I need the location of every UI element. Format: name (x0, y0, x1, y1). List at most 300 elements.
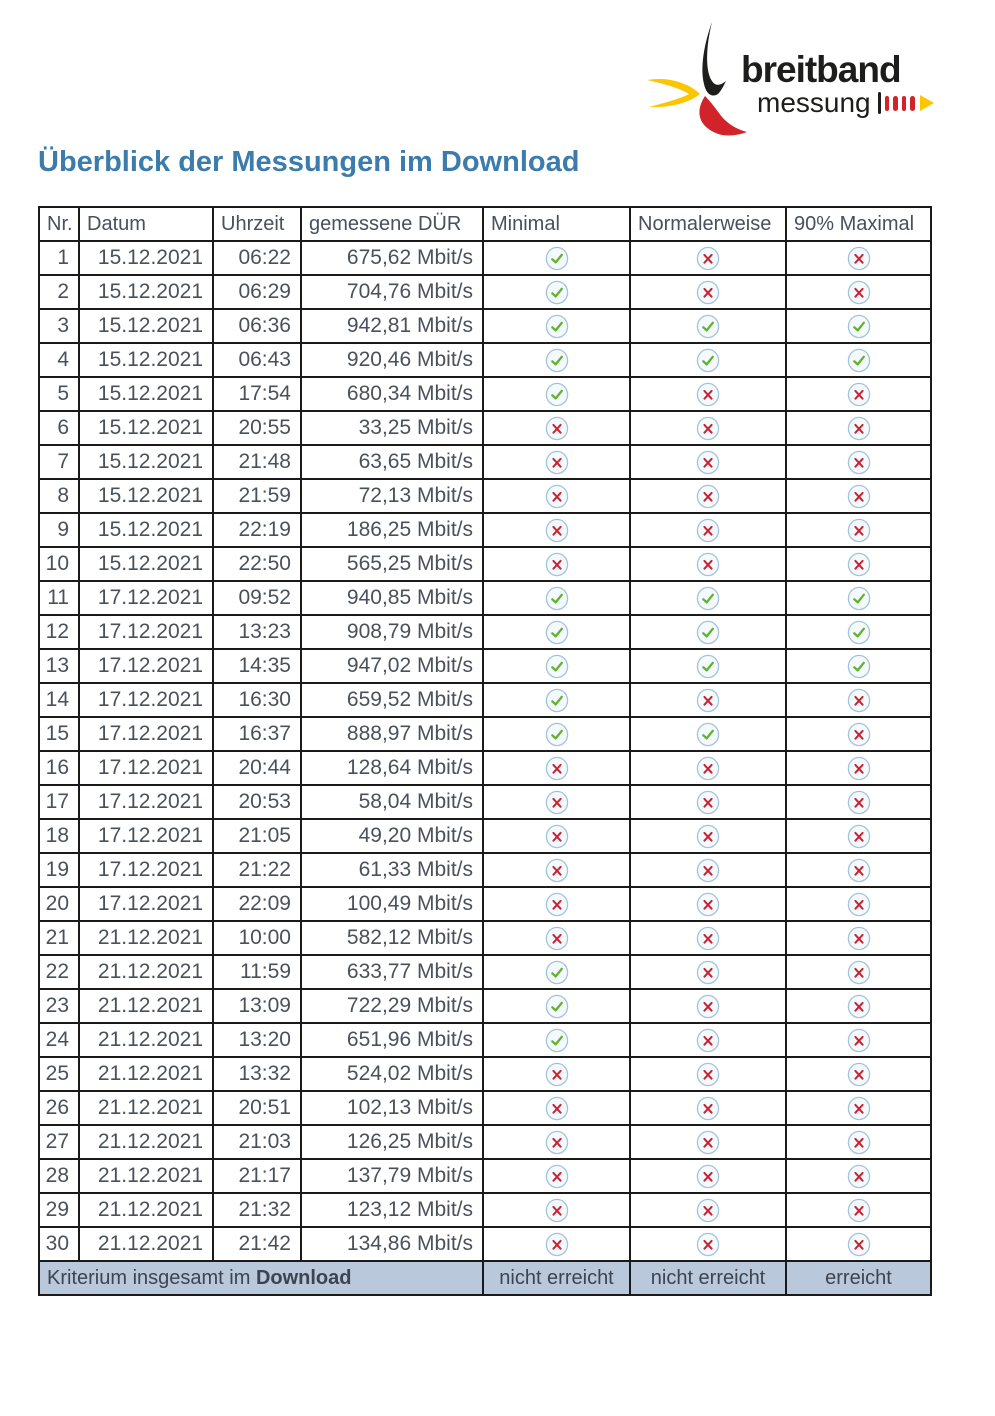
minimal-status-cell (483, 479, 630, 513)
row-number-cell: 27 (39, 1125, 79, 1159)
row-number-cell: 22 (39, 955, 79, 989)
measurement-row (39, 853, 931, 887)
column-header-uhrzeit: Uhrzeit (213, 207, 301, 241)
measurement-row (39, 717, 931, 751)
time-cell: 14:35 (213, 649, 301, 683)
cross-icon (847, 1232, 871, 1257)
maximal-status-cell (786, 853, 931, 887)
row-number-cell: 5 (39, 377, 79, 411)
cross-icon (696, 1062, 720, 1087)
date-cell: 21.12.2021 (79, 1193, 213, 1227)
column-header-datum: Datum (79, 207, 213, 241)
cross-icon (545, 824, 569, 849)
maximal-status-cell (786, 1057, 931, 1091)
check-icon (545, 960, 569, 985)
normalerweise-status-cell (630, 1023, 786, 1057)
cross-icon (696, 450, 720, 475)
cross-icon (696, 688, 720, 713)
time-cell: 09:52 (213, 581, 301, 615)
cross-icon (847, 994, 871, 1019)
speed-cell: 675,62 Mbit/s (301, 241, 483, 275)
date-cell: 15.12.2021 (79, 547, 213, 581)
check-icon (696, 348, 720, 373)
minimal-status-cell (483, 853, 630, 887)
row-number-cell: 14 (39, 683, 79, 717)
normalerweise-status-cell (630, 989, 786, 1023)
time-cell: 16:37 (213, 717, 301, 751)
summary-normalerweise-cell: nicht erreicht (630, 1261, 786, 1295)
minimal-status-cell (483, 717, 630, 751)
column-header-nr: Nr. (39, 207, 79, 241)
check-icon (847, 348, 871, 373)
maximal-status-cell (786, 241, 931, 275)
minimal-status-cell (483, 955, 630, 989)
cross-icon (545, 416, 569, 441)
logo-wordmark (741, 50, 934, 118)
minimal-status-cell (483, 1227, 630, 1261)
check-icon (696, 654, 720, 679)
date-cell: 15.12.2021 (79, 275, 213, 309)
column-header-90-maximal: 90% Maximal (786, 207, 931, 241)
cross-icon (847, 824, 871, 849)
row-number-cell: 4 (39, 343, 79, 377)
date-cell: 21.12.2021 (79, 1159, 213, 1193)
cross-icon (847, 892, 871, 917)
speed-cell: 100,49 Mbit/s (301, 887, 483, 921)
maximal-status-cell (786, 1125, 931, 1159)
cross-icon (847, 790, 871, 815)
measurement-row (39, 513, 931, 547)
normalerweise-status-cell (630, 445, 786, 479)
check-icon (545, 246, 569, 271)
row-number-cell: 30 (39, 1227, 79, 1261)
check-icon (696, 314, 720, 339)
measurement-row (39, 241, 931, 275)
normalerweise-status-cell (630, 343, 786, 377)
measurement-row (39, 343, 931, 377)
maximal-status-cell (786, 581, 931, 615)
row-number-cell: 24 (39, 1023, 79, 1057)
normalerweise-status-cell (630, 581, 786, 615)
measurement-row (39, 819, 931, 853)
time-cell: 13:20 (213, 1023, 301, 1057)
measurement-row (39, 1227, 931, 1261)
cross-icon (696, 994, 720, 1019)
speed-cell: 680,34 Mbit/s (301, 377, 483, 411)
speed-cell: 633,77 Mbit/s (301, 955, 483, 989)
time-cell: 21:48 (213, 445, 301, 479)
row-number-cell: 20 (39, 887, 79, 921)
maximal-status-cell (786, 989, 931, 1023)
logo-signal-bars-icon (874, 92, 934, 114)
maximal-status-cell (786, 377, 931, 411)
maximal-status-cell (786, 411, 931, 445)
logo-bar-red (910, 96, 915, 111)
cross-icon (696, 756, 720, 781)
cross-icon (847, 450, 871, 475)
speed-cell: 651,96 Mbit/s (301, 1023, 483, 1057)
normalerweise-status-cell (630, 275, 786, 309)
maximal-status-cell (786, 479, 931, 513)
row-number-cell: 7 (39, 445, 79, 479)
cross-icon (847, 1062, 871, 1087)
cross-icon (545, 1096, 569, 1121)
date-cell: 17.12.2021 (79, 853, 213, 887)
cross-icon (847, 926, 871, 951)
maximal-status-cell (786, 615, 931, 649)
date-cell: 21.12.2021 (79, 1091, 213, 1125)
date-cell: 17.12.2021 (79, 717, 213, 751)
date-cell: 15.12.2021 (79, 513, 213, 547)
date-cell: 15.12.2021 (79, 377, 213, 411)
maximal-status-cell (786, 683, 931, 717)
cross-icon (847, 1198, 871, 1223)
date-cell: 21.12.2021 (79, 1227, 213, 1261)
row-number-cell: 26 (39, 1091, 79, 1125)
normalerweise-status-cell (630, 717, 786, 751)
logo-text-breitband: breitband (741, 49, 901, 90)
speed-cell: 722,29 Mbit/s (301, 989, 483, 1023)
speed-cell: 72,13 Mbit/s (301, 479, 483, 513)
cross-icon (545, 926, 569, 951)
cross-icon (696, 1198, 720, 1223)
table-header-row (39, 207, 931, 241)
cross-icon (696, 246, 720, 271)
time-cell: 21:59 (213, 479, 301, 513)
date-cell: 15.12.2021 (79, 343, 213, 377)
maximal-status-cell (786, 309, 931, 343)
cross-icon (696, 892, 720, 917)
minimal-status-cell (483, 343, 630, 377)
measurement-row (39, 581, 931, 615)
check-icon (696, 722, 720, 747)
check-icon (545, 314, 569, 339)
breitbandmessung-logo (642, 14, 942, 146)
minimal-status-cell (483, 1023, 630, 1057)
minimal-status-cell (483, 615, 630, 649)
cross-icon (847, 722, 871, 747)
normalerweise-status-cell (630, 1227, 786, 1261)
cross-icon (545, 1198, 569, 1223)
minimal-status-cell (483, 1091, 630, 1125)
measurements-tbody (39, 241, 931, 1261)
date-cell: 15.12.2021 (79, 241, 213, 275)
normalerweise-status-cell (630, 819, 786, 853)
minimal-status-cell (483, 241, 630, 275)
normalerweise-status-cell (630, 853, 786, 887)
cross-icon (545, 756, 569, 781)
minimal-status-cell (483, 1125, 630, 1159)
date-cell: 17.12.2021 (79, 751, 213, 785)
summary-maximal-cell: erreicht (786, 1261, 931, 1295)
cross-icon (545, 1062, 569, 1087)
cross-icon (545, 1164, 569, 1189)
measurement-row (39, 1091, 931, 1125)
row-number-cell: 19 (39, 853, 79, 887)
row-number-cell: 1 (39, 241, 79, 275)
check-icon (545, 654, 569, 679)
measurement-row (39, 1193, 931, 1227)
cross-icon (545, 484, 569, 509)
measurement-row (39, 1159, 931, 1193)
measurement-row (39, 445, 931, 479)
time-cell: 21:42 (213, 1227, 301, 1261)
check-icon (545, 994, 569, 1019)
speed-cell: 888,97 Mbit/s (301, 717, 483, 751)
cross-icon (847, 382, 871, 407)
minimal-status-cell (483, 989, 630, 1023)
speed-cell: 58,04 Mbit/s (301, 785, 483, 819)
row-number-cell: 9 (39, 513, 79, 547)
check-icon (545, 688, 569, 713)
normalerweise-status-cell (630, 411, 786, 445)
measurement-row (39, 683, 931, 717)
minimal-status-cell (483, 1193, 630, 1227)
date-cell: 17.12.2021 (79, 649, 213, 683)
row-number-cell: 21 (39, 921, 79, 955)
maximal-status-cell (786, 1193, 931, 1227)
cross-icon (696, 552, 720, 577)
logo-text-messung-line (741, 88, 934, 118)
date-cell: 17.12.2021 (79, 785, 213, 819)
time-cell: 06:29 (213, 275, 301, 309)
measurements-table (38, 206, 932, 1296)
normalerweise-status-cell (630, 955, 786, 989)
time-cell: 13:32 (213, 1057, 301, 1091)
normalerweise-status-cell (630, 547, 786, 581)
measurement-row (39, 275, 931, 309)
speed-cell: 126,25 Mbit/s (301, 1125, 483, 1159)
minimal-status-cell (483, 751, 630, 785)
cross-icon (696, 1096, 720, 1121)
measurement-row (39, 1057, 931, 1091)
speed-cell: 942,81 Mbit/s (301, 309, 483, 343)
time-cell: 20:55 (213, 411, 301, 445)
minimal-status-cell (483, 445, 630, 479)
maximal-status-cell (786, 887, 931, 921)
date-cell: 15.12.2021 (79, 411, 213, 445)
cross-icon (696, 858, 720, 883)
measurement-row (39, 1023, 931, 1057)
row-number-cell: 3 (39, 309, 79, 343)
normalerweise-status-cell (630, 479, 786, 513)
logo-text-messung: messung (757, 87, 871, 118)
maximal-status-cell (786, 547, 931, 581)
time-cell: 22:09 (213, 887, 301, 921)
normalerweise-status-cell (630, 377, 786, 411)
maximal-status-cell (786, 445, 931, 479)
row-number-cell: 13 (39, 649, 79, 683)
time-cell: 13:23 (213, 615, 301, 649)
speed-cell: 137,79 Mbit/s (301, 1159, 483, 1193)
summary-label-text: Kriterium insgesamt im (47, 1266, 256, 1289)
date-cell: 21.12.2021 (79, 1125, 213, 1159)
normalerweise-status-cell (630, 1193, 786, 1227)
speed-cell: 123,12 Mbit/s (301, 1193, 483, 1227)
date-cell: 17.12.2021 (79, 819, 213, 853)
normalerweise-status-cell (630, 921, 786, 955)
cross-icon (847, 1164, 871, 1189)
row-number-cell: 16 (39, 751, 79, 785)
date-cell: 21.12.2021 (79, 1023, 213, 1057)
time-cell: 11:59 (213, 955, 301, 989)
row-number-cell: 8 (39, 479, 79, 513)
speed-cell: 908,79 Mbit/s (301, 615, 483, 649)
speed-cell: 102,13 Mbit/s (301, 1091, 483, 1125)
measurement-row (39, 955, 931, 989)
time-cell: 20:53 (213, 785, 301, 819)
cross-icon (696, 484, 720, 509)
measurement-row (39, 615, 931, 649)
cross-icon (696, 416, 720, 441)
maximal-status-cell (786, 275, 931, 309)
check-icon (545, 586, 569, 611)
minimal-status-cell (483, 411, 630, 445)
date-cell: 17.12.2021 (79, 887, 213, 921)
minimal-status-cell (483, 309, 630, 343)
cross-icon (696, 518, 720, 543)
normalerweise-status-cell (630, 241, 786, 275)
speed-cell: 63,65 Mbit/s (301, 445, 483, 479)
cross-icon (847, 246, 871, 271)
cross-icon (696, 960, 720, 985)
minimal-status-cell (483, 547, 630, 581)
row-number-cell: 23 (39, 989, 79, 1023)
minimal-status-cell (483, 819, 630, 853)
summary-label-cell (39, 1261, 483, 1295)
speed-cell: 61,33 Mbit/s (301, 853, 483, 887)
row-number-cell: 18 (39, 819, 79, 853)
cross-icon (545, 518, 569, 543)
check-icon (847, 586, 871, 611)
cross-icon (545, 790, 569, 815)
speed-cell: 33,25 Mbit/s (301, 411, 483, 445)
check-icon (545, 280, 569, 305)
measurement-row (39, 377, 931, 411)
speed-cell: 524,02 Mbit/s (301, 1057, 483, 1091)
time-cell: 17:54 (213, 377, 301, 411)
logo-bar-red (902, 96, 907, 111)
cross-icon (545, 450, 569, 475)
date-cell: 17.12.2021 (79, 581, 213, 615)
cross-icon (847, 484, 871, 509)
cross-icon (696, 824, 720, 849)
minimal-status-cell (483, 785, 630, 819)
logo-bar-black (878, 92, 881, 114)
maximal-status-cell (786, 1227, 931, 1261)
cross-icon (847, 416, 871, 441)
normalerweise-status-cell (630, 683, 786, 717)
cross-icon (545, 1232, 569, 1257)
measurement-row (39, 411, 931, 445)
speed-cell: 920,46 Mbit/s (301, 343, 483, 377)
cross-icon (696, 1130, 720, 1155)
measurement-row (39, 649, 931, 683)
maximal-status-cell (786, 955, 931, 989)
row-number-cell: 29 (39, 1193, 79, 1227)
maximal-status-cell (786, 751, 931, 785)
normalerweise-status-cell (630, 649, 786, 683)
row-number-cell: 6 (39, 411, 79, 445)
row-number-cell: 17 (39, 785, 79, 819)
date-cell: 15.12.2021 (79, 445, 213, 479)
normalerweise-status-cell (630, 1159, 786, 1193)
measurement-row (39, 547, 931, 581)
check-icon (545, 620, 569, 645)
measurement-row (39, 921, 931, 955)
cross-icon (847, 756, 871, 781)
date-cell: 21.12.2021 (79, 921, 213, 955)
time-cell: 21:32 (213, 1193, 301, 1227)
cross-icon (696, 1028, 720, 1053)
time-cell: 21:05 (213, 819, 301, 853)
cross-icon (847, 1130, 871, 1155)
date-cell: 21.12.2021 (79, 989, 213, 1023)
measurement-row (39, 989, 931, 1023)
cross-icon (847, 518, 871, 543)
minimal-status-cell (483, 887, 630, 921)
maximal-status-cell (786, 513, 931, 547)
cross-icon (545, 858, 569, 883)
logo-play-icon (920, 95, 934, 111)
time-cell: 22:19 (213, 513, 301, 547)
speed-cell: 704,76 Mbit/s (301, 275, 483, 309)
measurement-row (39, 1125, 931, 1159)
speed-cell: 582,12 Mbit/s (301, 921, 483, 955)
maximal-status-cell (786, 1091, 931, 1125)
speed-cell: 940,85 Mbit/s (301, 581, 483, 615)
normalerweise-status-cell (630, 785, 786, 819)
summary-row (39, 1261, 931, 1295)
summary-minimal-cell: nicht erreicht (483, 1261, 630, 1295)
date-cell: 15.12.2021 (79, 479, 213, 513)
time-cell: 06:22 (213, 241, 301, 275)
normalerweise-status-cell (630, 1091, 786, 1125)
speed-cell: 186,25 Mbit/s (301, 513, 483, 547)
check-icon (847, 620, 871, 645)
time-cell: 20:51 (213, 1091, 301, 1125)
normalerweise-status-cell (630, 887, 786, 921)
speed-cell: 128,64 Mbit/s (301, 751, 483, 785)
cross-icon (847, 688, 871, 713)
measurement-row (39, 309, 931, 343)
row-number-cell: 11 (39, 581, 79, 615)
logo-swoosh-red (699, 96, 747, 136)
cross-icon (696, 790, 720, 815)
minimal-status-cell (483, 377, 630, 411)
logo-bar-red (885, 96, 890, 111)
column-header-gemessene-duer: gemessene DÜR (301, 207, 483, 241)
cross-icon (696, 382, 720, 407)
column-header-normalerweise: Normalerweise (630, 207, 786, 241)
check-icon (696, 586, 720, 611)
minimal-status-cell (483, 513, 630, 547)
cross-icon (847, 280, 871, 305)
measurement-row (39, 785, 931, 819)
measurement-row (39, 887, 931, 921)
date-cell: 15.12.2021 (79, 309, 213, 343)
cross-icon (847, 858, 871, 883)
minimal-status-cell (483, 581, 630, 615)
cross-icon (696, 1232, 720, 1257)
cross-icon (847, 1028, 871, 1053)
cross-icon (545, 892, 569, 917)
cross-icon (847, 1096, 871, 1121)
time-cell: 13:09 (213, 989, 301, 1023)
time-cell: 06:43 (213, 343, 301, 377)
check-icon (545, 722, 569, 747)
cross-icon (847, 960, 871, 985)
